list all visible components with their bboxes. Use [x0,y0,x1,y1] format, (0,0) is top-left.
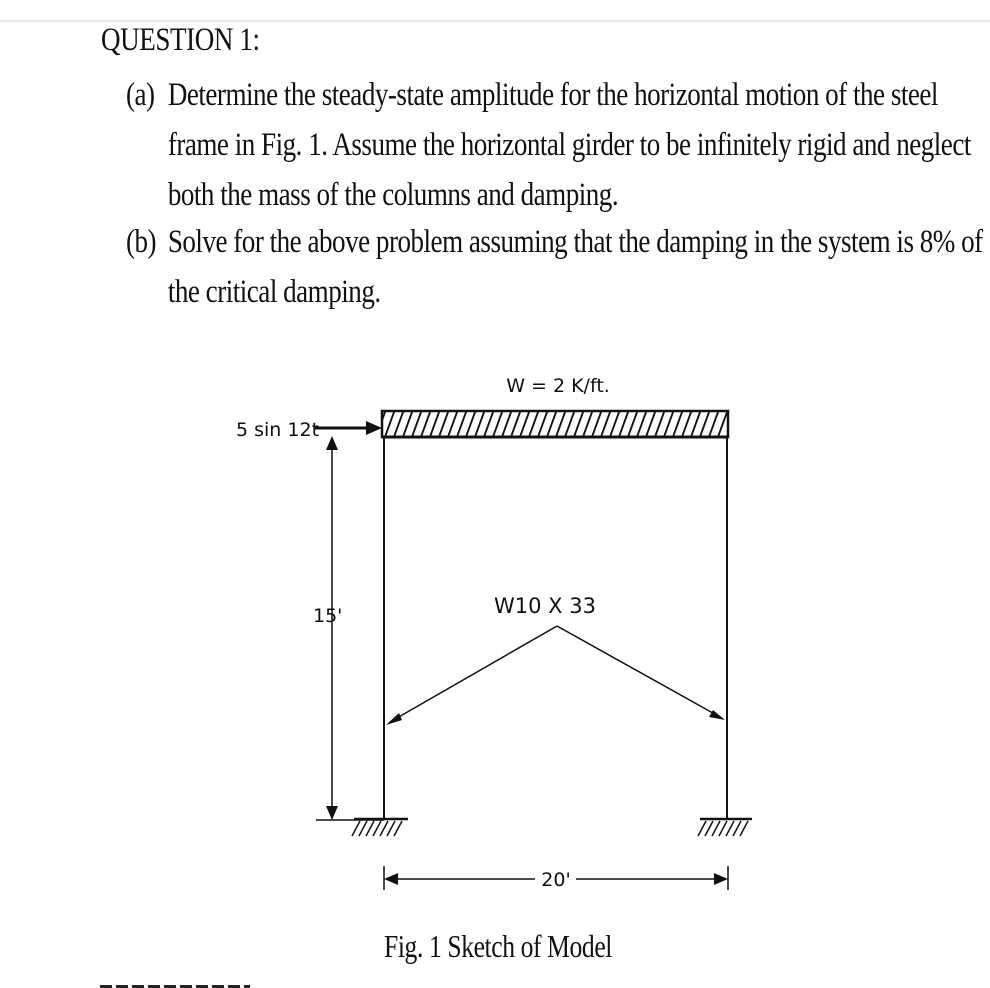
part-a-line-3: both the mass of the columns and damping. [167,177,619,213]
span-label: 20' [541,869,571,891]
section-label: W10 X 33 [494,594,596,618]
part-a-line-1: Determine the steady-state amplitude for the horizontal motion of the steel [167,77,938,113]
figure-caption: Fig. 1 Sketch of Model [384,928,612,964]
question-heading: QUESTION 1: [101,22,260,58]
load-label: W = 2 K/ft. [506,375,610,397]
height-dimension [316,436,384,820]
right-fixed-support [698,819,752,836]
part-a-label: (a) [126,77,155,113]
force-label: 5 sin 12t [236,419,320,441]
part-a-line-2: frame in Fig. 1. Assume the horizontal girder to be infinitely rigid and neglect [167,127,971,163]
next-question-heading-fragment [100,982,250,988]
section-leader-lines [386,626,725,725]
part-b-line-2: the critical damping. [167,274,381,310]
force-arrow [314,421,382,435]
left-fixed-support [352,819,408,836]
rigid-girder [382,411,728,437]
part-b-label: (b) [126,224,157,260]
height-label: 15' [313,605,343,627]
part-b-line-1: Solve for the above problem assuming that the damping in the system is 8% of [167,224,983,260]
